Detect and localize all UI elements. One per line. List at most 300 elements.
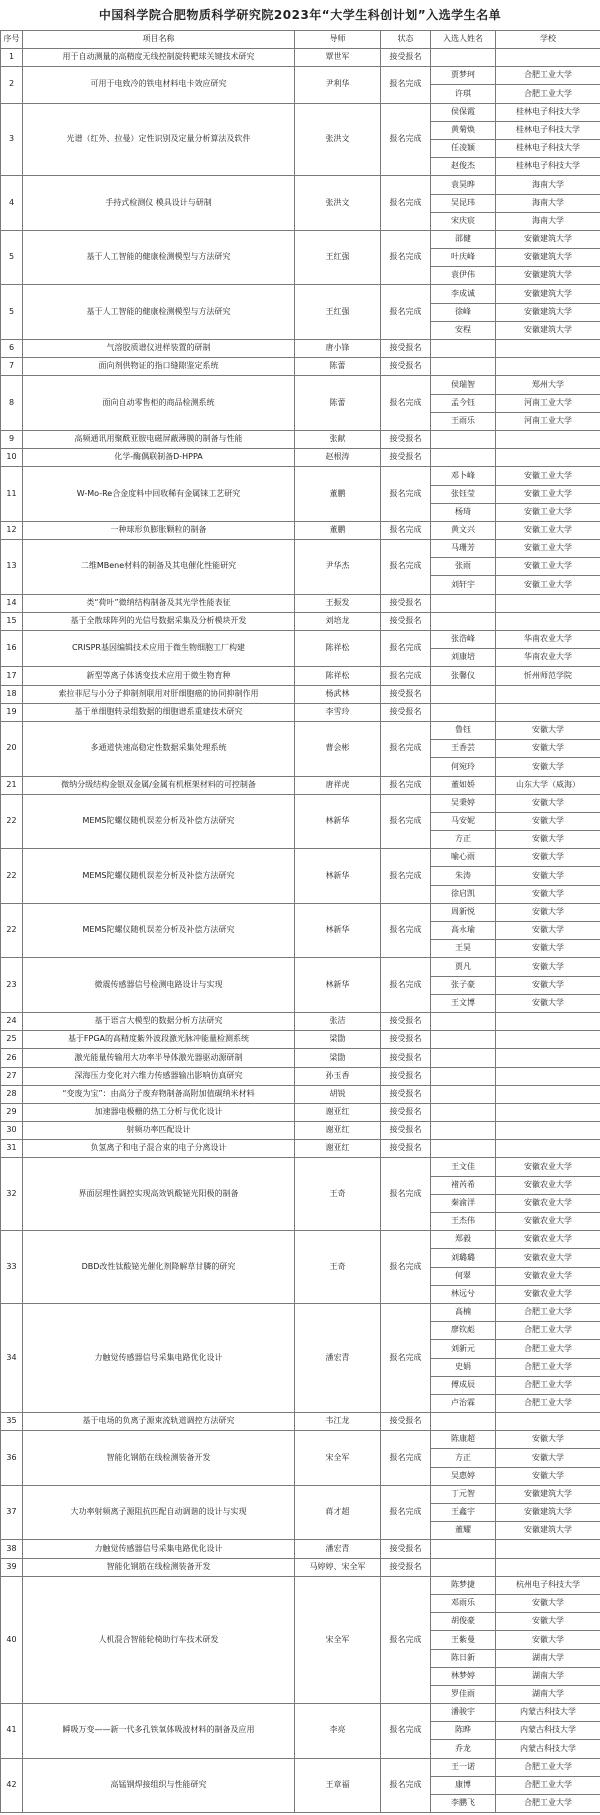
school-name: 海南大学 bbox=[496, 212, 600, 230]
student-name: 卢治霖 bbox=[431, 1394, 496, 1412]
student-name: 侯保霞 bbox=[431, 103, 496, 121]
project-name: 用于自动测量的高精度无线控制旋转靶球关键技术研究 bbox=[23, 49, 295, 67]
student-name: 康博 bbox=[431, 1776, 496, 1794]
table-row bbox=[1, 849, 600, 867]
student-name: 徐峰 bbox=[431, 303, 496, 321]
table-row bbox=[1, 1758, 600, 1776]
student-name-empty bbox=[431, 1085, 496, 1103]
mentor-name: 谢亚红 bbox=[295, 1103, 381, 1121]
school-name-empty bbox=[496, 1031, 600, 1049]
table-row bbox=[1, 667, 600, 685]
project-name: 索拉菲尼与小分子抑制剂联用对肝细胞癌的协同抑制作用 bbox=[23, 685, 295, 703]
school-name: 安徽工业大学 bbox=[496, 558, 600, 576]
school-name: 安徽农业大学 bbox=[496, 1267, 600, 1285]
mentor-name: 尹利华 bbox=[295, 67, 381, 103]
table-row bbox=[1, 1122, 600, 1140]
school-name: 安徽建筑大学 bbox=[496, 321, 600, 339]
mentor-name: 张洪文 bbox=[295, 176, 381, 231]
row-number: 15 bbox=[1, 612, 23, 630]
project-name: 激光能量传输用大功率半导体激光器驱动源研制 bbox=[23, 1049, 295, 1067]
student-name: 林远兮 bbox=[431, 1285, 496, 1303]
table-row bbox=[1, 1085, 600, 1103]
student-name: 王雨乐 bbox=[431, 412, 496, 430]
school-name-empty bbox=[496, 1122, 600, 1140]
project-name: 深海压力变化对六维力传感器输出影响仿真研究 bbox=[23, 1067, 295, 1085]
school-name: 安徽大学 bbox=[496, 740, 600, 758]
school-name: 安徽大学 bbox=[496, 922, 600, 940]
school-name: 安徽大学 bbox=[496, 1613, 600, 1631]
school-name: 安徽工业大学 bbox=[496, 521, 600, 539]
mentor-name: 王红强 bbox=[295, 230, 381, 285]
student-name: 王一诺 bbox=[431, 1758, 496, 1776]
mentor-name: 刘培龙 bbox=[295, 612, 381, 630]
status-text: 报名完成 bbox=[381, 776, 431, 794]
student-name: 乔龙 bbox=[431, 1740, 496, 1758]
table-row bbox=[1, 1158, 600, 1176]
project-name: “变废为宝”：由高分子废弃物制备高附加值碳纳米材料 bbox=[23, 1085, 295, 1103]
mentor-name: 谢亚红 bbox=[295, 1140, 381, 1158]
status-text: 接受报名 bbox=[381, 340, 431, 358]
student-name-empty bbox=[431, 430, 496, 448]
table-row bbox=[1, 1704, 600, 1722]
row-number: 16 bbox=[1, 631, 23, 667]
school-name: 安徽工业大学 bbox=[496, 540, 600, 558]
school-name: 杭州电子科技大学 bbox=[496, 1576, 600, 1594]
table-row bbox=[1, 794, 600, 812]
status-text: 报名完成 bbox=[381, 1431, 431, 1486]
project-name: 智能化钢筋在线检测装备开发 bbox=[23, 1558, 295, 1576]
table-row bbox=[1, 1540, 600, 1558]
student-name: 高永瑜 bbox=[431, 922, 496, 940]
student-name: 杨琦 bbox=[431, 503, 496, 521]
status-text: 报名完成 bbox=[381, 958, 431, 1013]
school-name: 安徽农业大学 bbox=[496, 1285, 600, 1303]
school-name: 山东大学（威海） bbox=[496, 776, 600, 794]
status-text: 接受报名 bbox=[381, 1067, 431, 1085]
project-name: MEMS陀螺仪随机误差分析及补偿方法研究 bbox=[23, 903, 295, 958]
student-name: 贾凡 bbox=[431, 958, 496, 976]
student-name-empty bbox=[431, 1049, 496, 1067]
row-number: 36 bbox=[1, 1431, 23, 1486]
mentor-name: 陈祥松 bbox=[295, 631, 381, 667]
student-name-empty bbox=[431, 1103, 496, 1121]
school-name: 安徽大学 bbox=[496, 994, 600, 1012]
school-name: 内蒙古科技大学 bbox=[496, 1722, 600, 1740]
row-number: 24 bbox=[1, 1012, 23, 1030]
mentor-name: 韦江龙 bbox=[295, 1413, 381, 1431]
mentor-name: 林新华 bbox=[295, 903, 381, 958]
school-name: 安徽农业大学 bbox=[496, 1213, 600, 1231]
status-text: 报名完成 bbox=[381, 230, 431, 285]
status-text: 报名完成 bbox=[381, 1576, 431, 1703]
row-number: 13 bbox=[1, 540, 23, 595]
student-name-empty bbox=[431, 449, 496, 467]
project-name: MEMS陀螺仪随机误差分析及补偿方法研究 bbox=[23, 794, 295, 849]
student-name: 马珊芳 bbox=[431, 540, 496, 558]
school-name: 桂林电子科技大学 bbox=[496, 121, 600, 139]
status-text: 报名完成 bbox=[381, 1485, 431, 1540]
row-number: 38 bbox=[1, 1540, 23, 1558]
project-name: 基于语言大模型的数据分析方法研究 bbox=[23, 1012, 295, 1030]
status-text: 接受报名 bbox=[381, 685, 431, 703]
project-name: 新型等离子体诱变技术应用于微生物育种 bbox=[23, 667, 295, 685]
school-name: 郑州大学 bbox=[496, 376, 600, 394]
student-name: 董如娇 bbox=[431, 776, 496, 794]
student-name: 孟今钰 bbox=[431, 394, 496, 412]
mentor-name: 王红强 bbox=[295, 285, 381, 340]
table-row bbox=[1, 103, 600, 121]
project-name: 界面层理性调控实现高效钒酸铋光阳极的制备 bbox=[23, 1158, 295, 1231]
project-name: 微震传感器信号检测电路设计与实现 bbox=[23, 958, 295, 1013]
status-text: 接受报名 bbox=[381, 1012, 431, 1030]
school-name: 安徽大学 bbox=[496, 1431, 600, 1449]
project-name: 类“荷叶”微纳结构制备及其光学性能表征 bbox=[23, 594, 295, 612]
project-name: 手持式检测仪 模具设计与研制 bbox=[23, 176, 295, 231]
student-name-empty bbox=[431, 1558, 496, 1576]
school-name-empty bbox=[496, 1012, 600, 1030]
school-name: 安徽建筑大学 bbox=[496, 1485, 600, 1503]
table-row bbox=[1, 430, 600, 448]
school-name: 合肥工业大学 bbox=[496, 85, 600, 103]
student-name: 董耀 bbox=[431, 1522, 496, 1540]
project-name: MEMS陀螺仪随机误差分析及补偿方法研究 bbox=[23, 849, 295, 904]
table-body bbox=[1, 49, 600, 1813]
status-text: 报名完成 bbox=[381, 631, 431, 667]
row-number: 28 bbox=[1, 1085, 23, 1103]
mentor-name: 陈蕾 bbox=[295, 358, 381, 376]
table-row bbox=[1, 358, 600, 376]
school-name: 海南大学 bbox=[496, 194, 600, 212]
mentor-name: 杨武林 bbox=[295, 685, 381, 703]
project-name: W-Mo-Re合金度料中回收稀有金属铼工艺研究 bbox=[23, 467, 295, 522]
row-number: 10 bbox=[1, 449, 23, 467]
project-name: 智能化钢筋在线检测装备开发 bbox=[23, 1431, 295, 1486]
school-name-empty bbox=[496, 1413, 600, 1431]
student-name: 何翠 bbox=[431, 1267, 496, 1285]
project-name: 一种球形负膨胀颗粒的制备 bbox=[23, 521, 295, 539]
project-name: 面向自动零售柜的商品检测系统 bbox=[23, 376, 295, 431]
project-name: 二维MBene材料的制备及其电催化性能研究 bbox=[23, 540, 295, 595]
status-text: 报名完成 bbox=[381, 540, 431, 595]
school-name: 安徽建筑大学 bbox=[496, 285, 600, 303]
student-list-table bbox=[0, 30, 600, 1813]
row-number: 21 bbox=[1, 776, 23, 794]
project-name: 气溶胶质谱仪进样装置的研制 bbox=[23, 340, 295, 358]
mentor-name: 董鹏 bbox=[295, 521, 381, 539]
school-name: 安徽大学 bbox=[496, 1467, 600, 1485]
school-name: 安徽工业大学 bbox=[496, 485, 600, 503]
student-name-empty bbox=[431, 1012, 496, 1030]
student-name: 周新悦 bbox=[431, 903, 496, 921]
student-name: 陈日新 bbox=[431, 1649, 496, 1667]
row-number: 5 bbox=[1, 285, 23, 340]
school-name: 华南农业大学 bbox=[496, 631, 600, 649]
mentor-name: 胡锐 bbox=[295, 1085, 381, 1103]
student-name: 邓雨乐 bbox=[431, 1594, 496, 1612]
project-name: 高锰钢焊接组织与性能研究 bbox=[23, 1758, 295, 1813]
school-name: 安徽大学 bbox=[496, 1594, 600, 1612]
school-name: 安徽大学 bbox=[496, 903, 600, 921]
row-number: 29 bbox=[1, 1103, 23, 1121]
student-name-empty bbox=[431, 703, 496, 721]
student-name: 张子豪 bbox=[431, 976, 496, 994]
student-name-empty bbox=[431, 1122, 496, 1140]
student-name: 朱涛 bbox=[431, 867, 496, 885]
row-number: 22 bbox=[1, 903, 23, 958]
project-name: 基于人工智能的健康检测模型与方法研究 bbox=[23, 230, 295, 285]
student-name: 吴昆玮 bbox=[431, 194, 496, 212]
row-number: 34 bbox=[1, 1303, 23, 1412]
student-name: 王香芸 bbox=[431, 740, 496, 758]
table-row bbox=[1, 1303, 600, 1321]
status-text: 报名完成 bbox=[381, 1231, 431, 1304]
student-name: 史娟 bbox=[431, 1358, 496, 1376]
student-name: 王杰伟 bbox=[431, 1213, 496, 1231]
table-row bbox=[1, 612, 600, 630]
status-text: 接受报名 bbox=[381, 703, 431, 721]
row-number: 37 bbox=[1, 1485, 23, 1540]
mentor-name: 梁勖 bbox=[295, 1049, 381, 1067]
mentor-name: 曹会彬 bbox=[295, 721, 381, 776]
mentor-name: 董鹏 bbox=[295, 467, 381, 522]
status-text: 接受报名 bbox=[381, 49, 431, 67]
status-text: 接受报名 bbox=[381, 1049, 431, 1067]
row-number: 2 bbox=[1, 67, 23, 103]
status-text: 报名完成 bbox=[381, 794, 431, 849]
status-text: 接受报名 bbox=[381, 1140, 431, 1158]
status-text: 报名完成 bbox=[381, 67, 431, 103]
student-name: 张浩峰 bbox=[431, 631, 496, 649]
student-name: 罗佳雨 bbox=[431, 1685, 496, 1703]
school-name: 安徽大学 bbox=[496, 812, 600, 830]
school-name: 海南大学 bbox=[496, 176, 600, 194]
school-name: 湖南大学 bbox=[496, 1667, 600, 1685]
row-number: 11 bbox=[1, 467, 23, 522]
status-text: 报名完成 bbox=[381, 521, 431, 539]
student-name: 黄菊焕 bbox=[431, 121, 496, 139]
project-name: 瞬吸万变——新一代多孔铁氧体吸波材料的制备及应用 bbox=[23, 1704, 295, 1759]
status-text: 报名完成 bbox=[381, 1158, 431, 1231]
row-number: 14 bbox=[1, 594, 23, 612]
school-name: 安徽工业大学 bbox=[496, 576, 600, 594]
project-name: 基于单细胞转录组数据的细胞谱系重建技术研究 bbox=[23, 703, 295, 721]
school-name: 湖南大学 bbox=[496, 1685, 600, 1703]
school-name: 河南工业大学 bbox=[496, 412, 600, 430]
mentor-name: 王振发 bbox=[295, 594, 381, 612]
status-text: 报名完成 bbox=[381, 1303, 431, 1412]
school-name: 合肥工业大学 bbox=[496, 1776, 600, 1794]
project-name: 高频通讯用聚酰亚胺电磁屏蔽薄膜的制备与性能 bbox=[23, 430, 295, 448]
status-text: 接受报名 bbox=[381, 1122, 431, 1140]
status-text: 接受报名 bbox=[381, 1558, 431, 1576]
project-name: 力触觉传感器信号采集电路优化设计 bbox=[23, 1540, 295, 1558]
row-number: 20 bbox=[1, 721, 23, 776]
student-name-empty bbox=[431, 49, 496, 67]
school-name: 合肥工业大学 bbox=[496, 1322, 600, 1340]
school-name: 安徽大学 bbox=[496, 794, 600, 812]
project-name: 光谱（红外、拉曼）定性识别及定量分析算法及软件 bbox=[23, 103, 295, 176]
status-text: 接受报名 bbox=[381, 594, 431, 612]
mentor-name: 覃世军 bbox=[295, 49, 381, 67]
school-name-empty bbox=[496, 1140, 600, 1158]
student-name: 任凌颖 bbox=[431, 139, 496, 157]
mentor-name: 林新华 bbox=[295, 794, 381, 849]
row-number: 7 bbox=[1, 358, 23, 376]
school-name: 安徽大学 bbox=[496, 721, 600, 739]
mentor-name: 梁勖 bbox=[295, 1031, 381, 1049]
mentor-name: 宋全军 bbox=[295, 1431, 381, 1486]
student-name: 傅成辰 bbox=[431, 1376, 496, 1394]
student-name: 贾梦珂 bbox=[431, 67, 496, 85]
header-project: 项目名称 bbox=[23, 31, 295, 49]
student-name: 许琪 bbox=[431, 85, 496, 103]
table-row bbox=[1, 521, 600, 539]
header-school: 学校 bbox=[496, 31, 600, 49]
row-number: 39 bbox=[1, 1558, 23, 1576]
school-name: 安徽农业大学 bbox=[496, 1194, 600, 1212]
school-name: 安徽大学 bbox=[496, 1449, 600, 1467]
row-number: 12 bbox=[1, 521, 23, 539]
school-name: 合肥工业大学 bbox=[496, 1758, 600, 1776]
school-name: 安徽大学 bbox=[496, 940, 600, 958]
table-row bbox=[1, 1049, 600, 1067]
table-row bbox=[1, 1012, 600, 1030]
project-name: CRISPR基因编辑技术应用于微生物细胞工厂构建 bbox=[23, 631, 295, 667]
school-name-empty bbox=[496, 449, 600, 467]
school-name: 安徽大学 bbox=[496, 849, 600, 867]
mentor-name: 王奇 bbox=[295, 1158, 381, 1231]
student-name: 高楠 bbox=[431, 1303, 496, 1321]
school-name: 安徽农业大学 bbox=[496, 1231, 600, 1249]
school-name-empty bbox=[496, 49, 600, 67]
mentor-name: 陈祥松 bbox=[295, 667, 381, 685]
project-name: 化学-酶偶联制备D-HPPA bbox=[23, 449, 295, 467]
student-name: 王昊 bbox=[431, 940, 496, 958]
mentor-name: 赵根涛 bbox=[295, 449, 381, 467]
project-name: DBD改性钛酸铋光催化剂降解草甘膦的研究 bbox=[23, 1231, 295, 1304]
student-name: 胡俊豪 bbox=[431, 1613, 496, 1631]
row-number: 18 bbox=[1, 685, 23, 703]
status-text: 报名完成 bbox=[381, 721, 431, 776]
student-name-empty bbox=[431, 1540, 496, 1558]
status-text: 接受报名 bbox=[381, 1540, 431, 1558]
school-name: 忻州师范学院 bbox=[496, 667, 600, 685]
school-name-empty bbox=[496, 1558, 600, 1576]
status-text: 报名完成 bbox=[381, 1704, 431, 1759]
student-name: 喻心雨 bbox=[431, 849, 496, 867]
mentor-name: 潘宏青 bbox=[295, 1540, 381, 1558]
status-text: 报名完成 bbox=[381, 903, 431, 958]
school-name-empty bbox=[496, 1103, 600, 1121]
row-number: 6 bbox=[1, 340, 23, 358]
student-name: 廖钦彪 bbox=[431, 1322, 496, 1340]
row-number: 26 bbox=[1, 1049, 23, 1067]
student-name-empty bbox=[431, 612, 496, 630]
status-text: 接受报名 bbox=[381, 1085, 431, 1103]
project-name: 面向剂供物证的指口缝隙鉴定系统 bbox=[23, 358, 295, 376]
school-name: 合肥工业大学 bbox=[496, 67, 600, 85]
student-name: 黄文兴 bbox=[431, 521, 496, 539]
school-name-empty bbox=[496, 703, 600, 721]
mentor-name: 孙玉香 bbox=[295, 1067, 381, 1085]
table-row bbox=[1, 1031, 600, 1049]
table-row bbox=[1, 1103, 600, 1121]
table-row bbox=[1, 1485, 600, 1503]
student-name: 丁元智 bbox=[431, 1485, 496, 1503]
table-row bbox=[1, 1413, 600, 1431]
mentor-name: 唐小锋 bbox=[295, 340, 381, 358]
row-number: 33 bbox=[1, 1231, 23, 1304]
table-row bbox=[1, 1431, 600, 1449]
table-row bbox=[1, 540, 600, 558]
mentor-name: 谢亚红 bbox=[295, 1122, 381, 1140]
project-name: 基于FPGA的高精度紫外波段激光脉冲能量检测系统 bbox=[23, 1031, 295, 1049]
school-name: 安徽大学 bbox=[496, 885, 600, 903]
student-name-empty bbox=[431, 358, 496, 376]
school-name: 合肥工业大学 bbox=[496, 1376, 600, 1394]
project-name: 基于全散球阵列的光信号数据采集及分析模块开发 bbox=[23, 612, 295, 630]
mentor-name: 马婷婷、宋全军 bbox=[295, 1558, 381, 1576]
school-name: 内蒙古科技大学 bbox=[496, 1704, 600, 1722]
student-name: 陈康超 bbox=[431, 1431, 496, 1449]
student-name: 王鑫宇 bbox=[431, 1504, 496, 1522]
row-number: 23 bbox=[1, 958, 23, 1013]
project-name: 可用于电致冷的铁电材料电卡效应研究 bbox=[23, 67, 295, 103]
table-row bbox=[1, 903, 600, 921]
row-number: 22 bbox=[1, 794, 23, 849]
student-name: 秦渝洋 bbox=[431, 1194, 496, 1212]
school-name: 内蒙古科技大学 bbox=[496, 1740, 600, 1758]
school-name: 河南工业大学 bbox=[496, 394, 600, 412]
student-name: 侯瑞智 bbox=[431, 376, 496, 394]
student-name: 张雨 bbox=[431, 558, 496, 576]
table-row bbox=[1, 376, 600, 394]
table-row bbox=[1, 958, 600, 976]
student-name: 吴惠婷 bbox=[431, 1467, 496, 1485]
table-row bbox=[1, 1140, 600, 1158]
table-row bbox=[1, 49, 600, 67]
status-text: 接受报名 bbox=[381, 449, 431, 467]
school-name: 安徽大学 bbox=[496, 976, 600, 994]
student-name: 陈梦捷 bbox=[431, 1576, 496, 1594]
student-name: 陈晔 bbox=[431, 1722, 496, 1740]
status-text: 接受报名 bbox=[381, 430, 431, 448]
school-name-empty bbox=[496, 358, 600, 376]
status-text: 接受报名 bbox=[381, 1413, 431, 1431]
student-name: 王紫曼 bbox=[431, 1631, 496, 1649]
row-number: 19 bbox=[1, 703, 23, 721]
row-number: 31 bbox=[1, 1140, 23, 1158]
header-no: 序号 bbox=[1, 31, 23, 49]
school-name: 安徽农业大学 bbox=[496, 1249, 600, 1267]
status-text: 报名完成 bbox=[381, 376, 431, 431]
student-name: 何宛玲 bbox=[431, 758, 496, 776]
school-name: 合肥工业大学 bbox=[496, 1358, 600, 1376]
table-row bbox=[1, 703, 600, 721]
table-row bbox=[1, 721, 600, 739]
school-name: 桂林电子科技大学 bbox=[496, 158, 600, 176]
mentor-name: 李雪玲 bbox=[295, 703, 381, 721]
school-name-empty bbox=[496, 685, 600, 703]
student-name-empty bbox=[431, 1413, 496, 1431]
school-name: 安徽农业大学 bbox=[496, 1158, 600, 1176]
table-row bbox=[1, 285, 600, 303]
mentor-name: 蒋才超 bbox=[295, 1485, 381, 1540]
table-row bbox=[1, 230, 600, 248]
table-row bbox=[1, 340, 600, 358]
student-name: 李鹏飞 bbox=[431, 1795, 496, 1813]
school-name: 桂林电子科技大学 bbox=[496, 139, 600, 157]
